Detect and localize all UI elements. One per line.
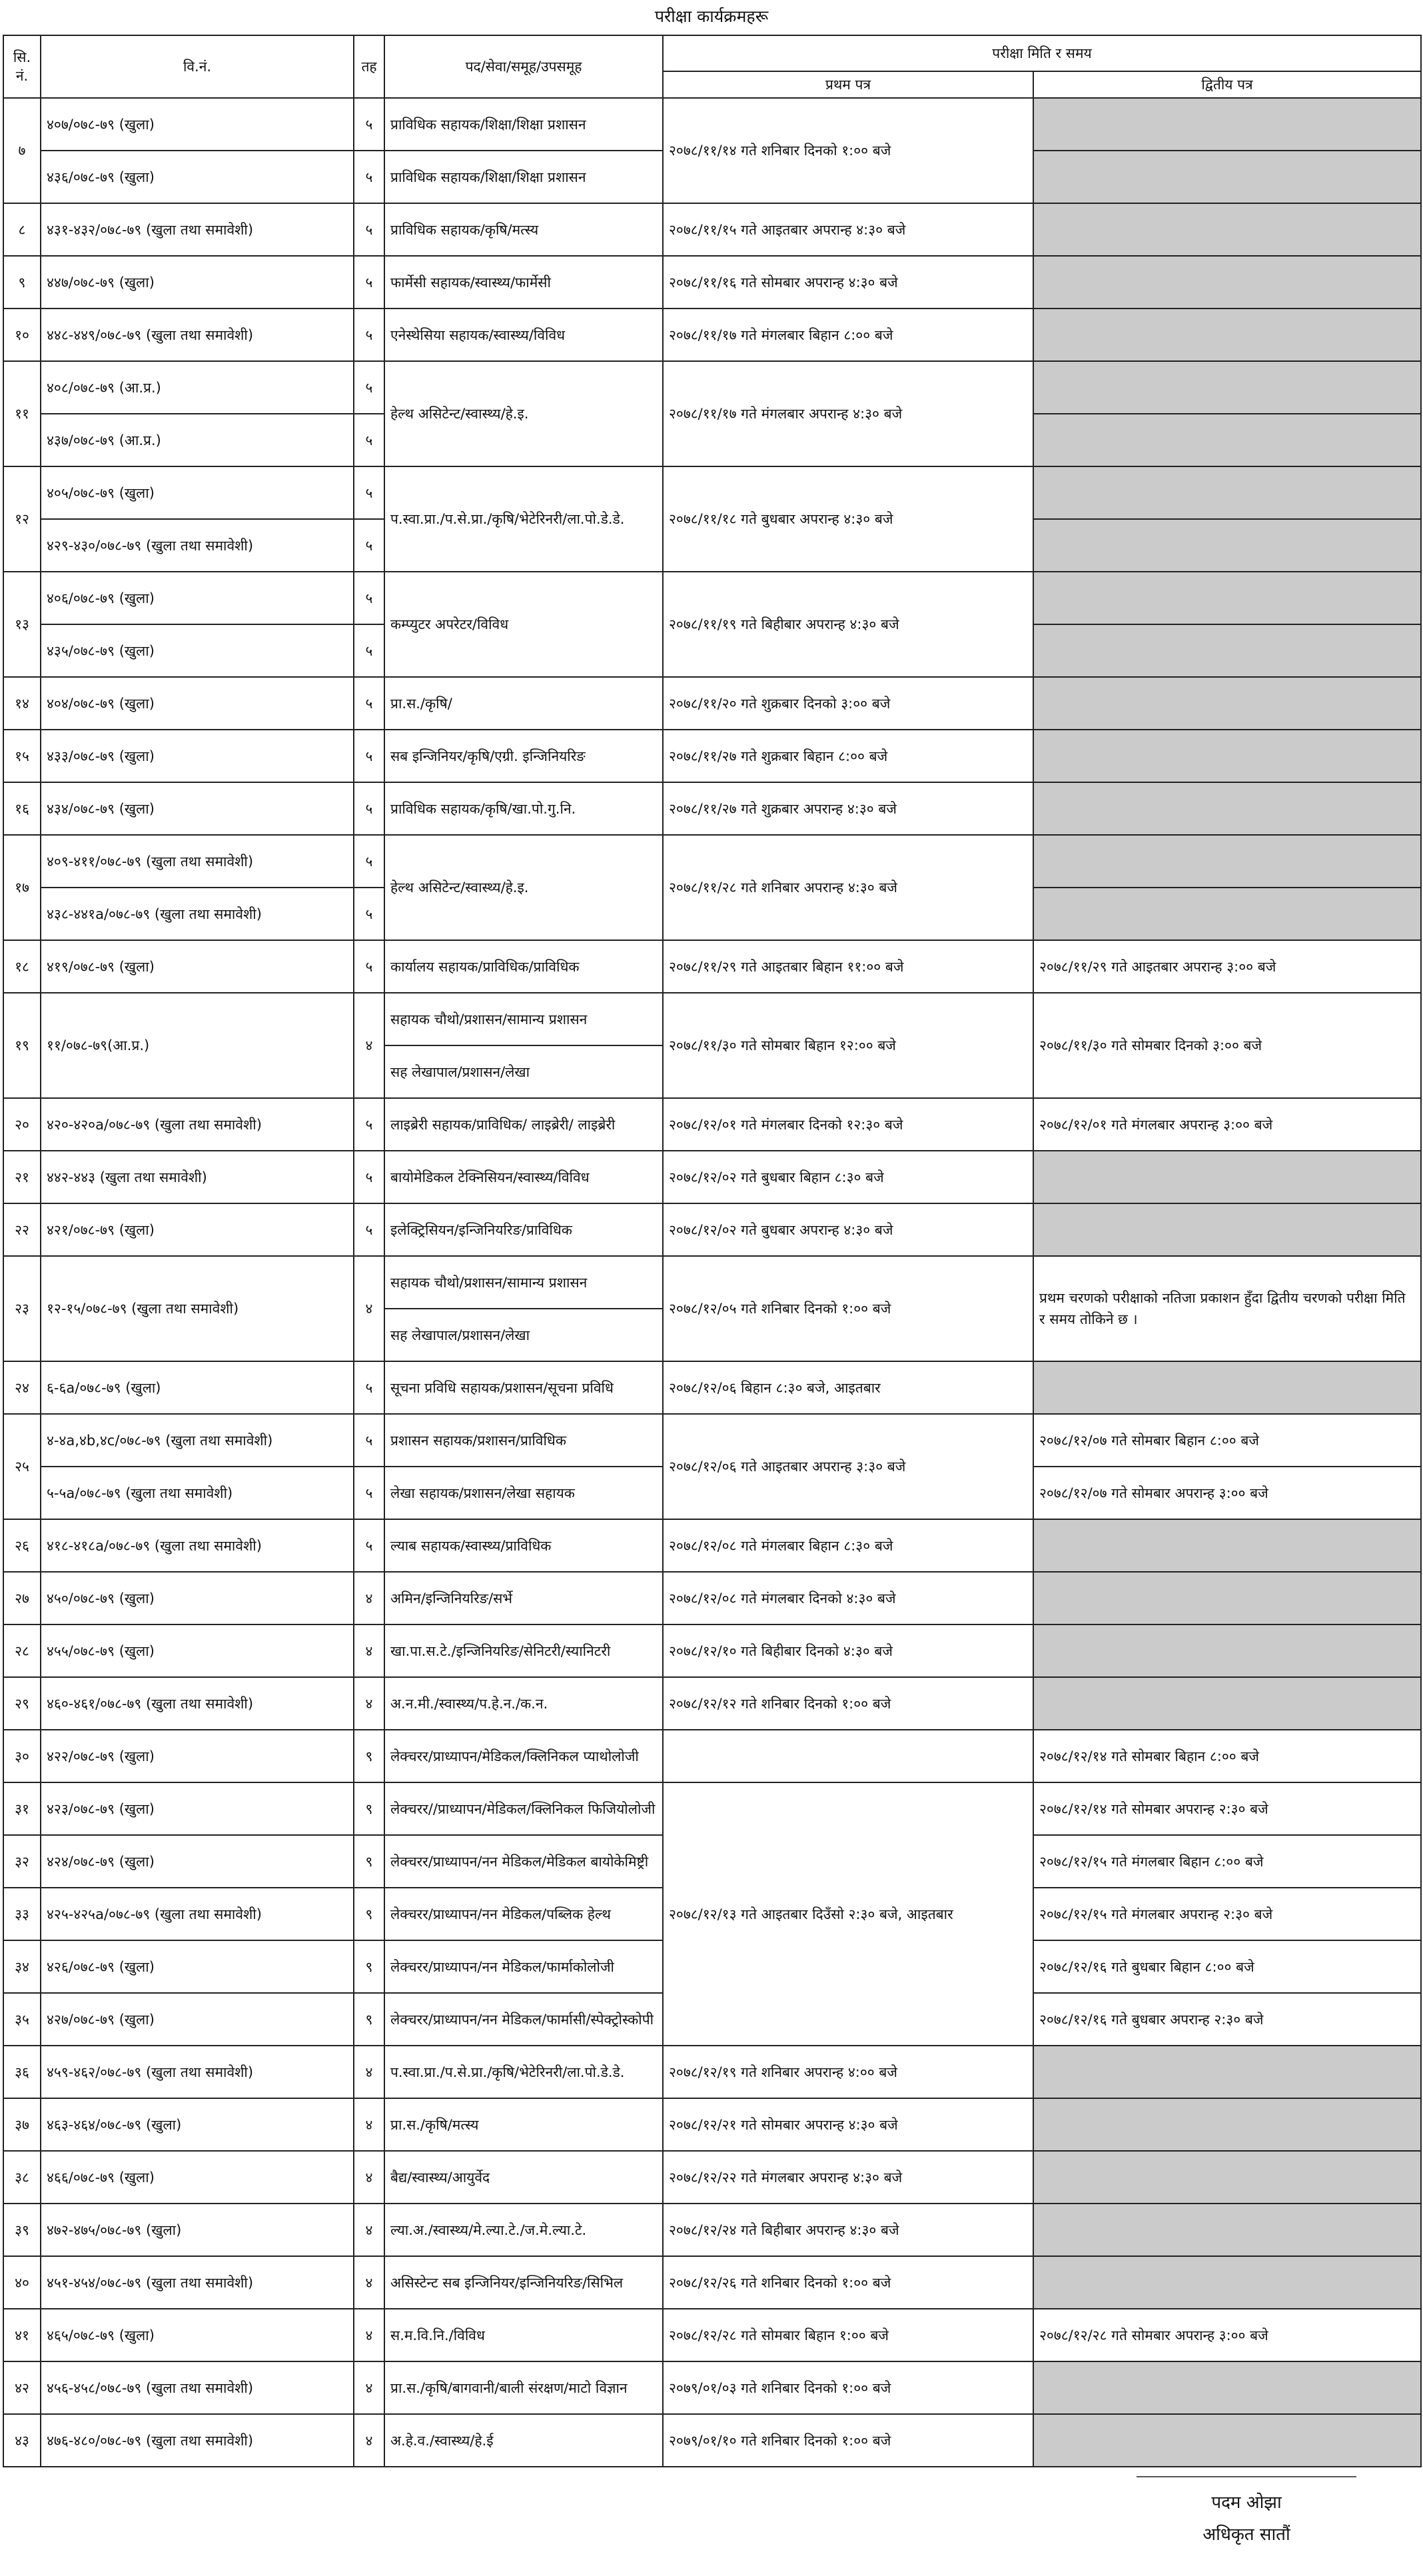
signatory-name: पदम ओझा — [1211, 2493, 1282, 2513]
paper1-cell: २०७८/१२/१९ गते शनिबार अपरान्ह ४:०० बजे — [663, 2046, 1033, 2098]
vn-cell: ४६६/०७८-७९ (खुला) — [41, 2151, 354, 2204]
post-cell: कार्यालय सहायक/प्राविधिक/प्राविधिक — [384, 940, 663, 993]
paper1-cell: २०७८/११/२७ गते शुक्रबार बिहान ८:०० बजे — [663, 730, 1033, 782]
level-cell: ५ — [354, 466, 384, 519]
paper2-cell: २०७८/१२/१४ गते सोमबार बिहान ८:०० बजे — [1033, 1730, 1421, 1782]
level-cell: ५ — [354, 835, 384, 888]
level-cell: ५ — [354, 151, 384, 203]
level-cell: ५ — [354, 361, 384, 414]
col-header-paper1: प्रथम पत्र — [663, 71, 1033, 98]
serial-cell: १४ — [3, 677, 41, 730]
paper2-cell — [1033, 151, 1421, 203]
vn-cell: ४२४/०७८-७९ (खुला) — [41, 1835, 354, 1888]
level-cell: ४ — [354, 1572, 384, 1624]
table-row — [3, 2414, 1421, 2467]
level-cell: ५ — [354, 1519, 384, 1572]
vn-cell: ४०७/०७८-७९ (खुला) — [41, 98, 354, 151]
paper1-cell: २०७८/११/२७ गते शुक्रबार अपरान्ह ४:३० बजे — [663, 782, 1033, 835]
vn-cell: ४४७/०७८-७९ (खुला) — [41, 256, 354, 309]
paper1-cell: २०७८/११/२० गते शुक्रबार दिनको ३:०० बजे — [663, 677, 1033, 730]
vn-cell: ४३६/०७८-७९ (खुला) — [41, 151, 354, 203]
paper2-cell — [1033, 2151, 1421, 2204]
vn-cell: ४०६/०७८-७९ (खुला) — [41, 572, 354, 624]
paper2-cell — [1033, 1519, 1421, 1572]
paper2-cell — [1033, 1361, 1421, 1414]
table-row — [3, 1572, 1421, 1624]
table-row — [3, 1677, 1421, 1730]
post-cell: बैद्य/स्वास्थ्य/आयुर्वेद — [384, 2151, 663, 2204]
table-row — [3, 2309, 1421, 2361]
serial-cell: ३० — [3, 1730, 41, 1782]
serial-cell: ४० — [3, 2256, 41, 2309]
post-cell: इलेक्ट्रिसियन/इन्जिनियरिङ/प्राविधिक — [384, 1203, 663, 1256]
table-row — [3, 677, 1421, 730]
exam-schedule-table — [3, 35, 1422, 2467]
level-cell: ५ — [354, 1098, 384, 1151]
level-cell: ५ — [354, 1467, 384, 1519]
post-cell: प.स्वा.प्रा./प.से.प्रा./कृषि/भेटेरिनरी/ला.पो.डे.डे. — [384, 2046, 663, 2098]
level-cell: ५ — [354, 1203, 384, 1256]
vn-cell: ४२१/०७८-७९ (खुला) — [41, 1203, 354, 1256]
post-cell: असिस्टेन्ट सब इन्जिनियर/इन्जिनियरिङ/सिभिल — [384, 2256, 663, 2309]
post-cell: एनेस्थेसिया सहायक/स्वास्थ्य/विविध — [384, 309, 663, 361]
paper2-cell — [1033, 2414, 1421, 2467]
vn-cell: ४५०/०७८-७९ (खुला) — [41, 1572, 354, 1624]
vn-cell: ४७२-४७५/०७८-७९ (खुला) — [41, 2204, 354, 2256]
level-cell: ५ — [354, 1414, 384, 1467]
paper2-cell — [1033, 2046, 1421, 2098]
paper1-cell: २०७८/१२/०६ गते आइतबार अपरान्ह ३:३० बजे — [663, 1414, 1033, 1519]
vn-cell: ६-६a/०७८-७९ (खुला) — [41, 1361, 354, 1414]
level-cell: ४ — [354, 2098, 384, 2151]
vn-cell: ४४२-४४३ (खुला तथा समावेशी) — [41, 1151, 354, 1203]
paper1-cell: २०७८/१२/१० गते बिहीबार दिनको ४:३० बजे — [663, 1624, 1033, 1677]
vn-cell: ४३७/०७८-७९ (आ.प्र.) — [41, 414, 354, 466]
post-cell: सूचना प्रविधि सहायक/प्रशासन/सूचना प्रविधि — [384, 1361, 663, 1414]
post-cell: लेक्चरर/प्राध्यापन/नन मेडिकल/फार्मासी/स्पेक्ट्रोस्कोपी — [384, 1993, 663, 2046]
paper2-cell: २०७८/११/३० गते सोमबार दिनको ३:०० बजे — [1033, 993, 1421, 1098]
paper2-cell — [1033, 309, 1421, 361]
level-cell: ४ — [354, 1624, 384, 1677]
post-cell: अमिन/इन्जिनियरिङ/सर्भे — [384, 1572, 663, 1624]
signature-line — [1137, 2476, 1356, 2477]
col-header-exam: परीक्षा मिति र समय — [663, 35, 1421, 71]
col-header-vn: वि.नं. — [41, 35, 354, 98]
level-cell: ४ — [354, 2256, 384, 2309]
vn-cell: ४२०-४२०a/०७८-७९ (खुला तथा समावेशी) — [41, 1098, 354, 1151]
paper2-cell — [1033, 2361, 1421, 2414]
post-cell: लेक्चरर/प्राध्यापन/मेडिकल/क्लिनिकल प्याथोलोजी — [384, 1730, 663, 1782]
table-row — [3, 572, 1421, 624]
paper1-cell: २०७८/११/१४ गते शनिबार दिनको १:०० बजे — [663, 98, 1033, 203]
table-row — [3, 2361, 1421, 2414]
paper2-cell — [1033, 2256, 1421, 2309]
vn-cell: १२-१५/०७८-७९ (खुला तथा समावेशी) — [41, 1256, 354, 1361]
paper1-cell: २०७८/१२/०८ गते मंगलबार दिनको ४:३० बजे — [663, 1572, 1033, 1624]
serial-cell: २० — [3, 1098, 41, 1151]
paper2-cell — [1033, 519, 1421, 572]
col-header-post: पद/सेवा/समूह/उपसमूह — [384, 35, 663, 98]
signature-block — [1137, 2476, 1356, 2551]
post-cell: स.म.वि.नि./विविध — [384, 2309, 663, 2361]
post-cell: प्रा.स./कृषि/ — [384, 677, 663, 730]
vn-cell: ४१९/०७८-७९ (खुला) — [41, 940, 354, 993]
post-cell: बायोमेडिकल टेक्निसियन/स्वास्थ्य/विविध — [384, 1151, 663, 1203]
vn-cell: ४५९-४६२/०७८-७९ (खुला तथा समावेशी) — [41, 2046, 354, 2098]
serial-cell: १२ — [3, 466, 41, 572]
vn-cell: ४३८-४४१a/०७८-७९ (खुला तथा समावेशी) — [41, 888, 354, 940]
paper1-cell: २०७८/१२/०२ गते बुधबार अपरान्ह ४:३० बजे — [663, 1203, 1033, 1256]
serial-cell: ३१ — [3, 1782, 41, 1835]
level-cell: ५ — [354, 730, 384, 782]
serial-cell: १५ — [3, 730, 41, 782]
paper2-cell — [1033, 677, 1421, 730]
paper2-cell — [1033, 782, 1421, 835]
vn-cell: ४२९-४३०/०७८-७९ (खुला तथा समावेशी) — [41, 519, 354, 572]
paper2-cell: २०७८/१२/१४ गते सोमबार अपरान्ह २:३० बजे — [1033, 1782, 1421, 1835]
table-row — [3, 98, 1421, 151]
vn-cell: ११/०७८-७९(आ.प्र.) — [41, 993, 354, 1098]
paper2-cell — [1033, 1203, 1421, 1256]
post-cell: फार्मेसी सहायक/स्वास्थ्य/फार्मेसी — [384, 256, 663, 309]
signatory-title: अधिकृत सातौं — [1202, 2525, 1290, 2545]
post-cell: सह लेखापाल/प्रशासन/लेखा — [384, 1045, 663, 1098]
paper1-cell: २०७८/१२/०६ बिहान ८:३० बजे, आइतबार — [663, 1361, 1033, 1414]
post-cell: कम्प्युटर अपरेटर/विविध — [384, 572, 663, 677]
paper2-cell — [1033, 466, 1421, 519]
page-title: परीक्षा कार्यक्रमहरू — [654, 7, 769, 26]
table-row — [3, 203, 1421, 256]
paper2-cell — [1033, 203, 1421, 256]
level-cell: ५ — [354, 203, 384, 256]
vn-cell: ४२५-४२५a/०७८-७९ (खुला तथा समावेशी) — [41, 1888, 354, 1940]
paper2-cell: २०७८/११/२९ गते आइतबार अपरान्ह ३:०० बजे — [1033, 940, 1421, 993]
paper2-cell — [1033, 1572, 1421, 1624]
paper1-cell: २०७८/१२/०८ गते मंगलबार बिहान ८:३० बजे — [663, 1519, 1033, 1572]
paper2-cell — [1033, 835, 1421, 888]
table-row — [3, 1256, 1421, 1309]
serial-cell: २५ — [3, 1414, 41, 1519]
paper2-cell: २०७८/१२/०७ गते सोमबार अपरान्ह ३:०० बजे — [1033, 1467, 1421, 1519]
table-row — [3, 466, 1421, 519]
table-row — [3, 835, 1421, 888]
vn-cell: ४१८-४१८a/०७८-७९ (खुला तथा समावेशी) — [41, 1519, 354, 1572]
paper1-cell: २०७९/०१/०३ गते शनिबार दिनको १:०० बजे — [663, 2361, 1033, 2414]
post-cell: सब इन्जिनियर/कृषि/एग्री. इन्जिनियरिङ — [384, 730, 663, 782]
paper1-cell: २०७८/११/२९ गते आइतबार बिहान ११:०० बजे — [663, 940, 1033, 993]
vn-cell: ४६३-४६४/०७८-७९ (खुला) — [41, 2098, 354, 2151]
vn-cell: ४२६/०७८-७९ (खुला) — [41, 1940, 354, 1993]
paper1-cell: २०७८/११/२८ गते शनिबार अपरान्ह ४:३० बजे — [663, 835, 1033, 940]
level-cell: ४ — [354, 2046, 384, 2098]
serial-cell: २१ — [3, 1151, 41, 1203]
paper1-cell: २०७८/१२/२१ गते सोमबार अपरान्ह ४:३० बजे — [663, 2098, 1033, 2151]
vn-cell: ४६५/०७८-७९ (खुला) — [41, 2309, 354, 2361]
post-cell: प्राविधिक सहायक/कृषि/मत्स्य — [384, 203, 663, 256]
paper1-cell: २०७८/११/१९ गते बिहीबार अपरान्ह ४:३० बजे — [663, 572, 1033, 677]
table-row — [3, 1624, 1421, 1677]
paper1-cell: २०७८/१२/२६ गते शनिबार दिनको १:०० बजे — [663, 2256, 1033, 2309]
vn-cell: ४३३/०७८-७९ (खुला) — [41, 730, 354, 782]
serial-cell: ९ — [3, 256, 41, 309]
serial-cell: १७ — [3, 835, 41, 940]
paper2-cell: २०७८/१२/१५ गते मंगलबार अपरान्ह २:३० बजे — [1033, 1888, 1421, 1940]
vn-cell: ४-४a,४b,४c/०७८-७९ (खुला तथा समावेशी) — [41, 1414, 354, 1467]
serial-cell: ११ — [3, 361, 41, 466]
paper1-cell — [663, 1730, 1033, 1782]
level-cell: ५ — [354, 624, 384, 677]
post-cell: खा.पा.स.टे./इन्जिनियरिङ/सेनिटरी/स्यानिटरी — [384, 1624, 663, 1677]
level-cell: ५ — [354, 256, 384, 309]
post-cell: हेल्थ असिटेन्ट/स्वास्थ्य/हे.इ. — [384, 361, 663, 466]
serial-cell: ३७ — [3, 2098, 41, 2151]
paper1-cell: २०७८/११/१७ गते मंगलबार अपरान्ह ४:३० बजे — [663, 361, 1033, 466]
post-cell: लेखा सहायक/प्रशासन/लेखा सहायक — [384, 1467, 663, 1519]
post-cell: सहायक चौथो/प्रशासन/सामान्य प्रशासन — [384, 1256, 663, 1309]
paper1-cell: २०७९/०१/१० गते शनिबार दिनको १:०० बजे — [663, 2414, 1033, 2467]
paper2-cell — [1033, 730, 1421, 782]
serial-cell: १० — [3, 309, 41, 361]
serial-cell: ३२ — [3, 1835, 41, 1888]
serial-cell: २७ — [3, 1572, 41, 1624]
table-row — [3, 730, 1421, 782]
vn-cell: ४२७/०७८-७९ (खुला) — [41, 1993, 354, 2046]
serial-cell: ३६ — [3, 2046, 41, 2098]
level-cell: ४ — [354, 1256, 384, 1361]
vn-cell: ४५६-४५८/०७८-७९ (खुला तथा समावेशी) — [41, 2361, 354, 2414]
level-cell: ९ — [354, 1782, 384, 1835]
paper2-cell: २०७८/१२/०७ गते सोमबार बिहान ८:०० बजे — [1033, 1414, 1421, 1467]
level-cell: ५ — [354, 309, 384, 361]
paper1-cell: २०७८/११/१८ गते बुधबार अपरान्ह ४:३० बजे — [663, 466, 1033, 572]
col-header-paper2: द्वितीय पत्र — [1033, 71, 1421, 98]
table-row — [3, 309, 1421, 361]
level-cell: ४ — [354, 1677, 384, 1730]
paper1-cell: २०७८/१२/२२ गते मंगलबार अपरान्ह ४:३० बजे — [663, 2151, 1033, 2204]
vn-cell: ४०४/०७८-७९ (खुला) — [41, 677, 354, 730]
paper1-cell: २०७८/१२/२८ गते सोमबार बिहान १:०० बजे — [663, 2309, 1033, 2361]
paper1-cell: २०७८/१२/१३ गते आइतबार दिउँसो २:३० बजे, आइतबार — [663, 1782, 1033, 2046]
post-cell: सह लेखापाल/प्रशासन/लेखा — [384, 1309, 663, 1361]
level-cell: ५ — [354, 677, 384, 730]
post-cell: प्राविधिक सहायक/शिक्षा/शिक्षा प्रशासन — [384, 151, 663, 203]
level-cell: ५ — [354, 572, 384, 624]
table-row — [3, 1414, 1421, 1467]
table-row — [3, 256, 1421, 309]
serial-cell: १३ — [3, 572, 41, 677]
serial-cell: ७ — [3, 98, 41, 203]
serial-cell: ८ — [3, 203, 41, 256]
serial-cell: २२ — [3, 1203, 41, 1256]
serial-cell: १८ — [3, 940, 41, 993]
post-cell: लेक्चरर/प्राध्यापन/नन मेडिकल/फार्माकोलोजी — [384, 1940, 663, 1993]
paper2-cell — [1033, 2098, 1421, 2151]
table-row — [3, 1782, 1421, 1835]
table-row — [3, 2098, 1421, 2151]
post-cell: लेक्चरर/प्राध्यापन/नन मेडिकल/मेडिकल बायोकेमिष्ट्री — [384, 1835, 663, 1888]
vn-cell: ४५५/०७८-७९ (खुला) — [41, 1624, 354, 1677]
table-row — [3, 2204, 1421, 2256]
post-cell: प.स्वा.प्रा./प.से.प्रा./कृषि/भेटेरिनरी/ला.पो.डे.डे. — [384, 466, 663, 572]
paper1-cell: २०७८/१२/०१ गते मंगलबार दिनको १२:३० बजे — [663, 1098, 1033, 1151]
paper2-cell — [1033, 572, 1421, 624]
serial-cell: २४ — [3, 1361, 41, 1414]
vn-cell: ४२३/०७८-७९ (खुला) — [41, 1782, 354, 1835]
level-cell: ४ — [354, 993, 384, 1098]
paper1-cell: २०७८/१२/०५ गते शनिबार दिनको १:०० बजे — [663, 1256, 1033, 1361]
level-cell: ५ — [354, 414, 384, 466]
serial-cell: २६ — [3, 1519, 41, 1572]
col-header-sn: सि. नं. — [3, 35, 41, 98]
paper1-cell: २०७८/११/३० गते सोमबार बिहान १२:०० बजे — [663, 993, 1033, 1098]
paper2-cell — [1033, 2204, 1421, 2256]
level-cell: ५ — [354, 1151, 384, 1203]
serial-cell: ४३ — [3, 2414, 41, 2467]
level-cell: ४ — [354, 2309, 384, 2361]
level-cell: ५ — [354, 1361, 384, 1414]
paper2-cell — [1033, 888, 1421, 940]
vn-cell: ५-५a/०७८-७९ (खुला तथा समावेशी) — [41, 1467, 354, 1519]
post-cell: प्राविधिक सहायक/कृषि/खा.पो.गु.नि. — [384, 782, 663, 835]
post-cell: हेल्थ असिटेन्ट/स्वास्थ्य/हे.इ. — [384, 835, 663, 940]
serial-cell: ३९ — [3, 2204, 41, 2256]
post-cell: अ.न.मी./स्वास्थ्य/प.हे.न./क.न. — [384, 1677, 663, 1730]
paper1-cell: २०७८/११/१५ गते आइतबार अपरान्ह ४:३० बजे — [663, 203, 1033, 256]
level-cell: ९ — [354, 1888, 384, 1940]
serial-cell: ३४ — [3, 1940, 41, 1993]
paper2-cell: २०७८/१२/१६ गते बुधबार बिहान ८:०० बजे — [1033, 1940, 1421, 1993]
serial-cell: ४२ — [3, 2361, 41, 2414]
vn-cell: ४६०-४६१/०७८-७९ (खुला तथा समावेशी) — [41, 1677, 354, 1730]
level-cell: ५ — [354, 940, 384, 993]
table-row — [3, 993, 1421, 1045]
paper2-cell: २०७८/१२/१६ गते बुधबार अपरान्ह २:३० बजे — [1033, 1993, 1421, 2046]
table-row — [3, 2151, 1421, 2204]
post-cell: प्रशासन सहायक/प्रशासन/प्राविधिक — [384, 1414, 663, 1467]
table-row — [3, 2046, 1421, 2098]
post-cell: प्राविधिक सहायक/शिक्षा/शिक्षा प्रशासन — [384, 98, 663, 151]
vn-cell: ४०५/०७८-७९ (खुला) — [41, 466, 354, 519]
paper2-cell: २०७८/१२/२८ गते सोमबार अपरान्ह ३:०० बजे — [1033, 2309, 1421, 2361]
table-row — [3, 782, 1421, 835]
paper1-cell: २०७८/१२/१२ गते शनिबार दिनको १:०० बजे — [663, 1677, 1033, 1730]
col-header-level: तह — [354, 35, 384, 98]
paper2-cell — [1033, 624, 1421, 677]
paper2-cell: २०७८/१२/१५ गते मंगलबार बिहान ८:०० बजे — [1033, 1835, 1421, 1888]
paper2-cell — [1033, 1151, 1421, 1203]
vn-cell: ४७६-४८०/०७८-७९ (खुला तथा समावेशी) — [41, 2414, 354, 2467]
table-row — [3, 1098, 1421, 1151]
serial-cell: १९ — [3, 993, 41, 1098]
level-cell: ५ — [354, 782, 384, 835]
level-cell: ५ — [354, 98, 384, 151]
post-cell: सहायक चौथो/प्रशासन/सामान्य प्रशासन — [384, 993, 663, 1045]
post-cell: प्रा.स./कृषि/बागवानी/बाली संरक्षण/माटो विज्ञान — [384, 2361, 663, 2414]
table-row — [3, 1203, 1421, 1256]
vn-cell: ४३४/०७८-७९ (खुला) — [41, 782, 354, 835]
paper1-cell: २०७८/११/१६ गते सोमबार अपरान्ह ४:३० बजे — [663, 256, 1033, 309]
paper2-cell — [1033, 414, 1421, 466]
table-row — [3, 361, 1421, 414]
paper2-cell: २०७८/१२/०१ गते मंगलबार अपरान्ह ३:०० बजे — [1033, 1098, 1421, 1151]
serial-cell: २९ — [3, 1677, 41, 1730]
table-row — [3, 1519, 1421, 1572]
post-cell: ल्या.अ./स्वास्थ्य/मे.ल्या.टे./ज.मे.ल्या.टे. — [384, 2204, 663, 2256]
paper2-cell — [1033, 1677, 1421, 1730]
level-cell: ४ — [354, 2361, 384, 2414]
serial-cell: ३८ — [3, 2151, 41, 2204]
serial-cell: २८ — [3, 1624, 41, 1677]
level-cell: ९ — [354, 1730, 384, 1782]
level-cell: ५ — [354, 888, 384, 940]
paper1-cell: २०७८/११/१७ गते मंगलबार बिहान ८:०० बजे — [663, 309, 1033, 361]
serial-cell: १६ — [3, 782, 41, 835]
level-cell: ४ — [354, 2414, 384, 2467]
vn-cell: ४३५/०७८-७९ (खुला) — [41, 624, 354, 677]
table-row — [3, 2256, 1421, 2309]
paper2-cell — [1033, 98, 1421, 151]
vn-cell: ४२२/०७८-७९ (खुला) — [41, 1730, 354, 1782]
level-cell: ४ — [354, 2151, 384, 2204]
post-cell: लाइब्रेरी सहायक/प्राविधिक/ लाइब्रेरी/ लाइब्रेरी — [384, 1098, 663, 1151]
level-cell: ४ — [354, 2204, 384, 2256]
paper2-cell — [1033, 1624, 1421, 1677]
paper1-cell: २०७८/१२/०२ गते बुधबार बिहान ८:३० बजे — [663, 1151, 1033, 1203]
table-row — [3, 1730, 1421, 1782]
table-row — [3, 1151, 1421, 1203]
post-cell: ल्याब सहायक/स्वास्थ्य/प्राविधिक — [384, 1519, 663, 1572]
vn-cell: ४५१-४५४/०७८-७९ (खुला तथा समावेशी) — [41, 2256, 354, 2309]
paper1-cell: २०७८/१२/२४ गते बिहीबार अपरान्ह ४:३० बजे — [663, 2204, 1033, 2256]
post-cell: लेक्चरर//प्राध्यापन/मेडिकल/क्लिनिकल फिजियोलोजी — [384, 1782, 663, 1835]
vn-cell: ४३१-४३२/०७८-७९ (खुला तथा समावेशी) — [41, 203, 354, 256]
serial-cell: ४१ — [3, 2309, 41, 2361]
paper2-cell — [1033, 256, 1421, 309]
post-cell: लेक्चरर/प्राध्यापन/नन मेडिकल/पब्लिक हेल्थ — [384, 1888, 663, 1940]
post-cell: प्रा.स./कृषि/मत्स्य — [384, 2098, 663, 2151]
serial-cell: ३३ — [3, 1888, 41, 1940]
level-cell: ९ — [354, 1835, 384, 1888]
level-cell: ९ — [354, 1993, 384, 2046]
serial-cell: २३ — [3, 1256, 41, 1361]
post-cell: अ.हे.व./स्वास्थ्य/हे.ई — [384, 2414, 663, 2467]
vn-cell: ४४८-४४९/०७८-७९ (खुला तथा समावेशी) — [41, 309, 354, 361]
table-row — [3, 940, 1421, 993]
level-cell: ५ — [354, 519, 384, 572]
level-cell: ९ — [354, 1940, 384, 1993]
vn-cell: ४०९-४११/०७८-७९ (खुला तथा समावेशी) — [41, 835, 354, 888]
paper2-cell — [1033, 361, 1421, 414]
paper2-note-cell: प्रथम चरणको परीक्षाको नतिजा प्रकाशन हुँदा द्वितीय चरणको परीक्षा मिति र समय तोकिने छ । — [1033, 1256, 1421, 1361]
table-row — [3, 1361, 1421, 1414]
vn-cell: ४०८/०७८-७९ (आ.प्र.) — [41, 361, 354, 414]
serial-cell: ३५ — [3, 1993, 41, 2046]
